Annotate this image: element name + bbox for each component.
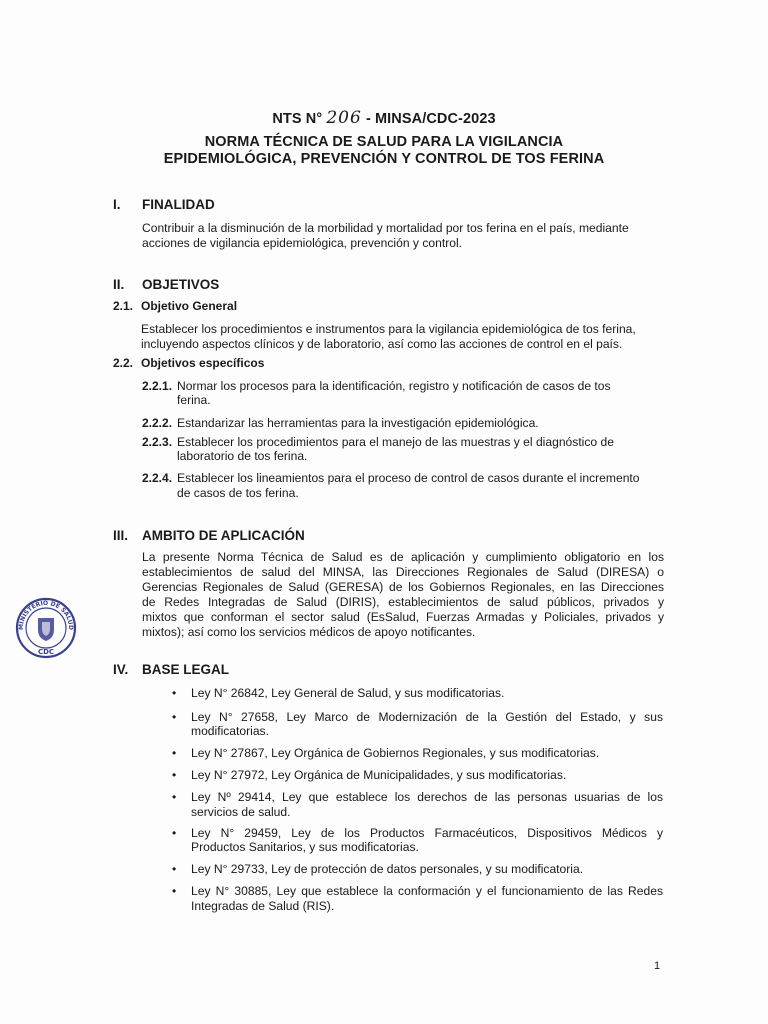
stamp-top-text: MINISTERIO DE SALUD [17, 599, 75, 631]
ambito-line-1: La presente Norma Técnica de Salud es de aplicación y cumplimiento obligatorio en los [142, 550, 664, 564]
subsection-title-general: Objetivo General [141, 299, 238, 313]
section-number-objetivos: II. [113, 277, 125, 292]
document-title-line-1: NORMA TÉCNICA DE SALUD PARA LA VIGILANCIA [204, 134, 564, 150]
objective-item-line-2: laboratorio de tos ferina. [177, 449, 308, 463]
page-number: 1 [654, 960, 661, 972]
law-item-line-2: Productos Sanitarios, y sus modificatorias. [191, 840, 419, 854]
document-code [0, 108, 768, 128]
law-item-line-1: Ley N° 27658, Ley Marco de Modernización de la Gestión del Estado, y sus [191, 710, 663, 724]
subsection-number-general: 2.1. [113, 299, 134, 313]
general-line-2: incluyendo aspectos clínicos y de laboratorio, así como las acciones de control en el país. [141, 337, 623, 351]
law-item-line-1: Ley N° 27867, Ley Orgánica de Gobiernos Regionales, y sus modificatorias. [191, 746, 600, 760]
objective-item-line-2: ferina. [177, 393, 211, 407]
stamp-bottom-text: CDC [37, 648, 55, 656]
law-item-line-2: Integradas de Salud (RIS). [191, 899, 335, 913]
document-title-line-2: EPIDEMIOLÓGICA, PREVENCIÓN Y CONTROL DE TOS FERINA [163, 151, 605, 167]
law-item-line-1: Ley N° 27972, Ley Orgánica de Municipalidades, y sus modificatorias. [191, 768, 567, 782]
objective-item-number: 2.2.2. [142, 416, 173, 430]
objective-item-line-1: Estandarizar las herramientas para la investigación epidemiológica. [177, 416, 539, 430]
ministry-seal-stamp [14, 596, 78, 660]
bullet: • [172, 862, 177, 876]
objective-item-number: 2.2.3. [142, 435, 173, 449]
subsection-number-especificos: 2.2. [113, 356, 134, 370]
objective-item-number: 2.2.4. [142, 471, 173, 485]
law-item-line-1: Ley N° 29459, Ley de los Productos Farmacéuticos, Dispositivos Médicos y [191, 826, 663, 840]
law-item-line-2: servicios de salud. [191, 805, 291, 819]
section-title-objetivos: OBJETIVOS [142, 277, 220, 292]
objective-item-line-2: de casos de tos ferina. [177, 486, 299, 500]
section-title-finalidad: FINALIDAD [142, 197, 215, 212]
finalidad-line-1: Contribuir a la disminución de la morbilidad y mortalidad por tos ferina en el país, mediante [142, 221, 629, 235]
general-line-1: Establecer los procedimientos e instrumentos para la vigilancia epidemiológica de tos ferina, [141, 322, 636, 336]
section-number-ambito: III. [113, 528, 129, 543]
law-item-line-2: modificatorias. [191, 724, 269, 738]
bullet: • [172, 710, 177, 724]
bullet: • [172, 790, 177, 804]
law-item-line-1: Ley Nº 29414, Ley que establece los derechos de las personas usuarias de los [191, 790, 663, 804]
objective-item-line-1: Normar los procesos para la identificación, registro y notificación de casos de tos [177, 379, 611, 393]
bullet: • [172, 746, 177, 760]
ambito-line-6: mixtos); así como los servicios médicos de apoyo notificantes. [142, 625, 476, 639]
code-prefix: NTS N° [272, 111, 327, 127]
ambito-line-5: mixtos que conforman el sector salud (EsSalud, Fuerzas Armadas y Policiales, privados y [142, 610, 664, 624]
objective-item-line-1: Establecer los procedimientos para el manejo de las muestras y el diagnóstico de [177, 435, 614, 449]
section-number-finalidad: I. [113, 197, 121, 212]
ambito-line-2: establecimientos de salud del MINSA, las Direcciones Regionales de Salud (DIRESA) o [142, 565, 664, 579]
code-suffix: - MINSA/CDC-2023 [361, 111, 496, 127]
section-title-base-legal: BASE LEGAL [142, 662, 230, 677]
bullet: • [172, 884, 177, 898]
law-item-line-1: Ley N° 30885, Ley que establece la conformación y el funcionamiento de las Redes [191, 884, 663, 898]
objective-item-line-1: Establecer los lineamientos para el proceso de control de casos durante el incremento [177, 471, 640, 485]
law-item-line-1: Ley N° 26842, Ley General de Salud, y sus modificatorias. [191, 686, 505, 700]
ambito-line-4: de Redes Integradas de Salud (DIRIS), establecimientos de salud públicos, privados y [142, 595, 664, 609]
law-item-line-1: Ley N° 29733, Ley de protección de datos personales, y su modificatoria. [191, 862, 584, 876]
handwritten-number: 206 [326, 108, 362, 128]
subsection-title-especificos: Objetivos específicos [141, 356, 265, 370]
objective-item-number: 2.2.1. [142, 379, 173, 393]
finalidad-line-2: acciones de vigilancia epidemiológica, prevención y control. [142, 236, 462, 250]
section-number-base-legal: IV. [113, 662, 129, 677]
section-title-ambito: AMBITO DE APLICACIÓN [142, 528, 305, 543]
bullet: • [172, 826, 177, 840]
ambito-line-3: Gerencias Regionales de Salud (GERESA) de los Gobiernos Regionales, en las Direcciones [142, 580, 664, 594]
bullet: • [172, 768, 177, 782]
bullet: • [172, 686, 177, 700]
